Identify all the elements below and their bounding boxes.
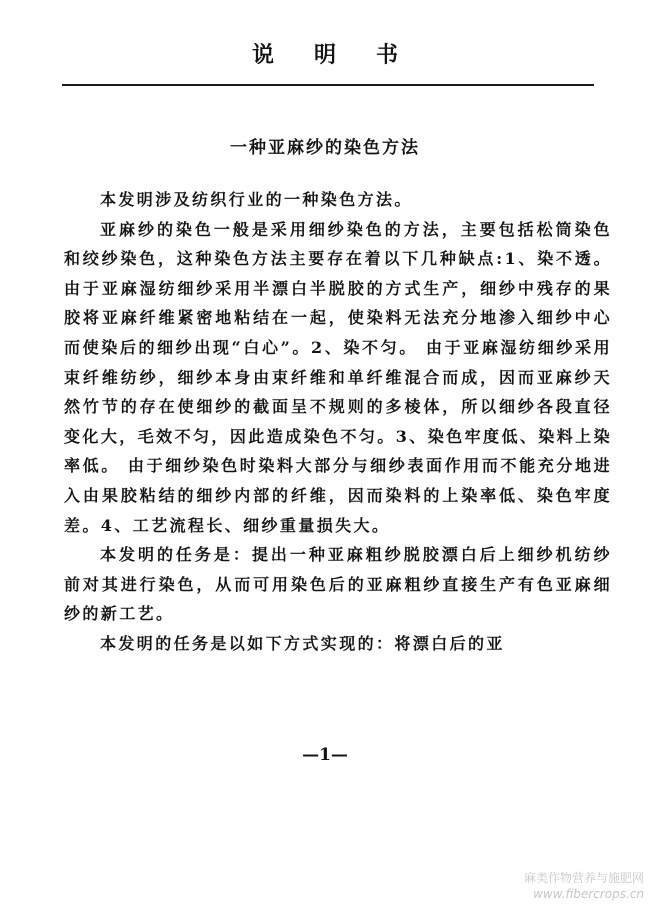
document-header: 说明书 [251,43,438,68]
paragraph: 本发明涉及纺织行业的一种染色方法。 [100,190,413,209]
watermark-url: www.fibercrops.cn [533,887,644,901]
paragraph: 亚麻纱的染色一般是采用细纱染色的方法，主要包括松筒染色和绞纱染色，这种染色方法主要存在着以下几种缺点:1、染不透。由于亚麻湿纺细纱采用半漂白半脱胶的方式生产，细纱中残存的果胶将亚麻纤维紧密地粘结在一起，使染料无法充分地渗入细纱中心而使染后的细纱出现“白心”。2、染不匀。 由于亚麻湿纺细纱采用束纤维纺纱，细纱本身由束纤维和单纤维混合而成，因而亚麻纱天然竹节的存在使细纱的截面呈不规则的多棱体，所以细纱各段直径变化大，毛效不匀，因此造成染色不匀。3、染色牢度低、染料上染率低。 由于细纱染色时染料大部分与细纱表面作用而不能充分地进入由果胶粘结的细纱内部的纤维，因而染料的上染率低、染色牢度差。4、工艺流程长、细纱重量损失大。 [64,219,612,535]
paragraph: 本发明的任务是以如下方式实现的：将漂白后的亚 [100,633,505,653]
header-rule [62,84,594,86]
watermark [524,870,644,902]
page-number: —1— [302,745,348,765]
document-body [64,185,612,659]
paragraph: 本发明的任务是：提出一种亚麻粗纱脱胶漂白后上细纱机纺纱前对其进行染色，从而可用染色后的亚麻粗纱直接生产有色亚麻细纱的新工艺。 [64,545,612,624]
watermark-site-name: 麻类作物营养与施肥网 [523,871,644,885]
document-title: 一种亚麻纱的染色方法 [230,138,420,158]
